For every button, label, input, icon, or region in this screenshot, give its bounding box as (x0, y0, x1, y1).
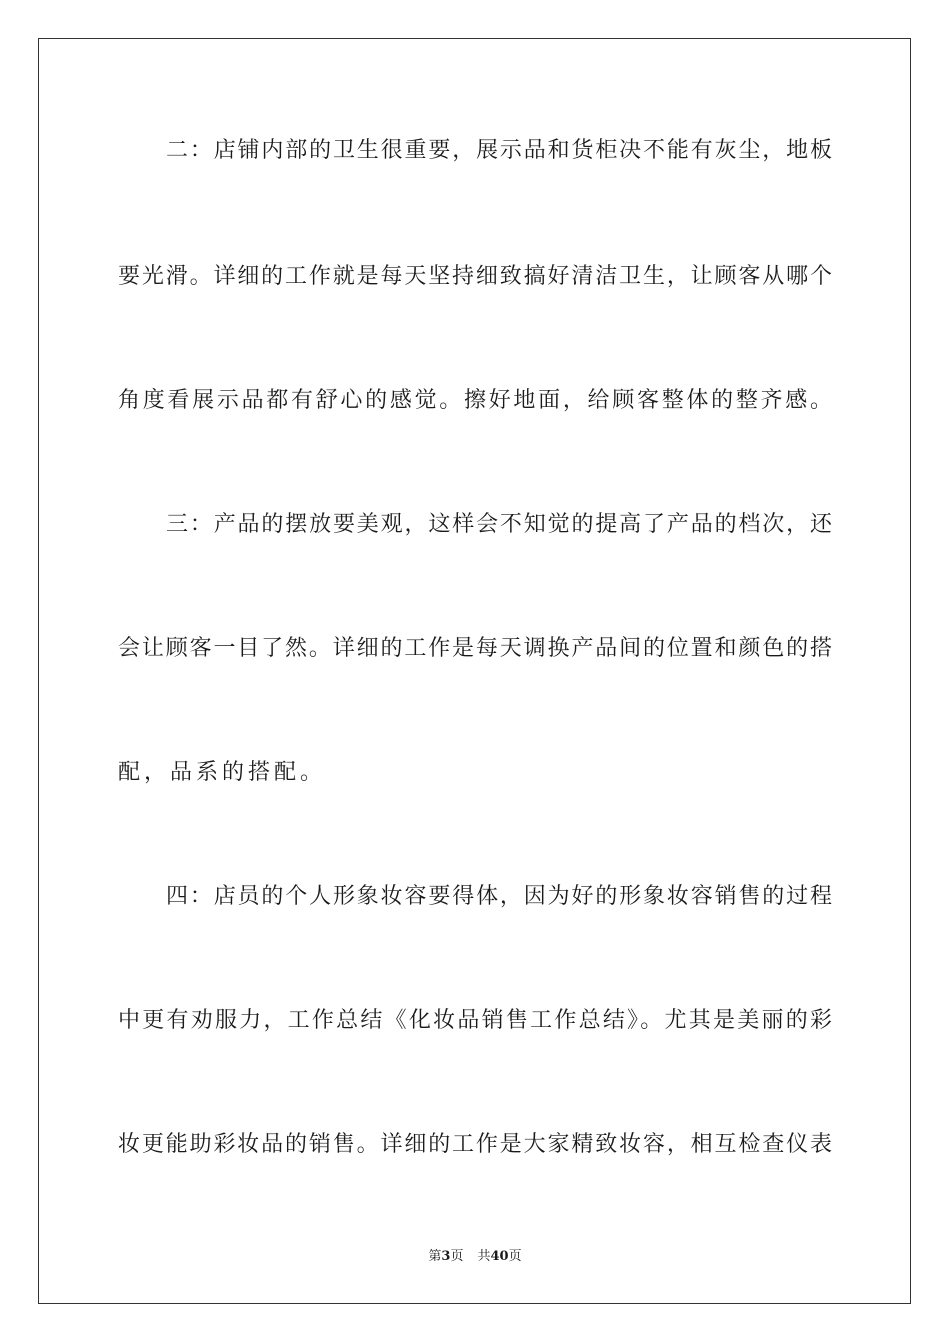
paragraph-line: 会让顾客一目了然。详细的工作是每天调换产品间的位置和颜色的搭 (118, 636, 832, 661)
total-unit: 页 (508, 1249, 522, 1264)
page-border (38, 38, 911, 1304)
paragraph-line: 三：产品的摆放要美观，这样会不知觉的提高了产品的档次，还 (166, 512, 832, 537)
total-pages: 40 (490, 1249, 509, 1264)
paragraph-line: 角度看展示品都有舒心的感觉。擦好地面，给顾客整体的整齐感。 (118, 388, 832, 413)
page-footer (0, 1248, 950, 1266)
paragraph-line: 配，品系的搭配。 (118, 760, 327, 785)
page-number: 3 (441, 1249, 451, 1264)
paragraph-line: 要光滑。详细的工作就是每天坚持细致搞好清洁卫生，让顾客从哪个 (118, 264, 832, 289)
paragraph-line: 二：店铺内部的卫生很重要，展示品和货柜决不能有灰尘，地板 (166, 138, 832, 163)
page-unit: 页 (450, 1249, 464, 1264)
total-prefix: 共 (477, 1249, 491, 1264)
page-prefix: 第 (428, 1249, 442, 1264)
paragraph-line: 妆更能助彩妆品的销售。详细的工作是大家精致妆容，相互检查仪表 (118, 1132, 832, 1157)
paragraph-line: 四：店员的个人形象妆容要得体，因为好的形象妆容销售的过程 (166, 884, 832, 909)
paragraph-line: 中更有劝服力，工作总结《化妆品销售工作总结》。尤其是美丽的彩 (118, 1008, 832, 1033)
